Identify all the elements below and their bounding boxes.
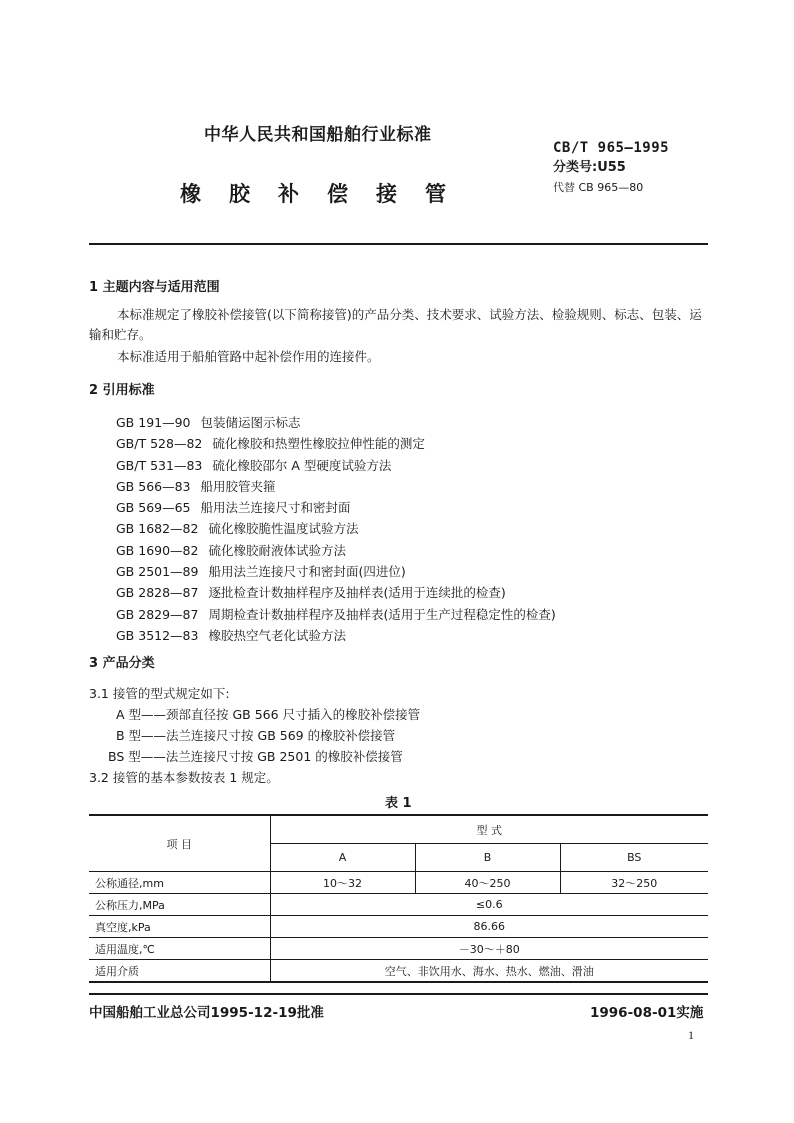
implementation-date: 1996-08-01实施 (590, 1005, 704, 1021)
section-3-heading: 3 产品分类 (89, 656, 155, 671)
reference-item (116, 433, 556, 454)
table-row (89, 960, 708, 983)
reference-item (116, 455, 556, 476)
type-b-definition: B 型——法兰连接尺寸按 GB 569 的橡胶补偿接管 (116, 728, 396, 743)
reference-code: GB 2828—87 (116, 585, 199, 601)
section-1-heading: 1 主题内容与适用范围 (89, 280, 220, 295)
table-cell: 32～250 (560, 872, 708, 894)
reference-title: 船用胶管夹箍 (200, 478, 276, 494)
table-cell: 空气、非饮用水、海水、热水、燃油、滑油 (270, 960, 708, 983)
reference-title: 逐批检查计数抽样程序及抽样表(适用于连续批的检查) (208, 585, 506, 601)
reference-item (116, 625, 556, 646)
reference-code: GB/T 531—83 (116, 457, 203, 473)
issuing-organization: 中华人民共和国船舶行业标准 (204, 125, 432, 145)
reference-title: 包装储运图示标志 (200, 415, 301, 430)
row-label: 真空度,kPa (89, 916, 270, 938)
table-cell: 10～32 (270, 872, 415, 894)
standard-code: CB/T 965—1995 (553, 140, 670, 156)
table-cell: ≤0.6 (270, 894, 708, 916)
reference-title: 船用法兰连接尺寸和密封面 (200, 500, 351, 516)
table-row (89, 894, 708, 916)
reference-title: 硫化橡胶脆性温度试验方法 (208, 521, 359, 537)
reference-title: 硫化橡胶和热塑性橡胶拉伸性能的测定 (212, 436, 425, 452)
approval-text: 中国船舶工业总公司1995-12-19批准 (89, 1005, 324, 1021)
reference-code: GB 2829—87 (116, 606, 199, 622)
row-label: 公称通径,mm (89, 872, 270, 894)
type-a-definition: A 型——颈部直径按 GB 566 尺寸插入的橡胶补偿接管 (116, 707, 421, 722)
table-caption: 表 1 (385, 796, 412, 811)
section-2-heading: 2 引用标准 (89, 383, 155, 398)
reference-code: GB 1690—82 (116, 542, 199, 558)
section-1-paragraph-2: 本标准适用于船舶管路中起补偿作用的连接件。 (117, 349, 380, 364)
reference-item (116, 412, 556, 433)
type-header: 型 式 (270, 815, 708, 844)
row-label: 公称压力,MPa (89, 894, 270, 916)
reference-item (116, 497, 556, 518)
reference-code: GB 3512—83 (116, 627, 199, 643)
table-header-row (89, 815, 708, 844)
footer-rule (89, 993, 708, 995)
type-a-header: A (270, 844, 415, 872)
table-row (89, 938, 708, 960)
classification-number: 分类号:U55 (553, 160, 626, 175)
header-rule (89, 243, 708, 245)
page-number: 1 (688, 1028, 694, 1042)
standard-meta (553, 138, 669, 198)
reference-title: 硫化橡胶耐液体试验方法 (208, 542, 346, 558)
type-bs-definition: BS 型——法兰连接尺寸按 GB 2501 的橡胶补偿接管 (108, 749, 403, 764)
clause-3-1: 3.1 接管的型式规定如下: (89, 686, 230, 701)
document-title: 橡胶补偿接管 (180, 182, 474, 206)
reference-item (116, 582, 556, 603)
reference-title: 硫化橡胶邵尔 A 型硬度试验方法 (212, 457, 392, 473)
reference-code: GB 569—65 (116, 500, 191, 516)
reference-item (116, 518, 556, 539)
reference-list (116, 412, 556, 646)
reference-code: GB 191—90 (116, 415, 191, 430)
reference-code: GB 566—83 (116, 478, 191, 494)
row-label: 适用温度,℃ (89, 938, 270, 960)
parameter-table (89, 814, 708, 983)
reference-item (116, 476, 556, 497)
reference-title: 周期检查计数抽样程序及抽样表(适用于生产过程稳定性的检查) (208, 606, 556, 622)
table-row (89, 916, 708, 938)
reference-item (116, 540, 556, 561)
section-1-paragraph-1: 本标准规定了橡胶补偿接管(以下简称接管)的产品分类、技术要求、试验方法、检验规则、标志、包装、运输和贮存。 (89, 307, 702, 342)
reference-item (116, 604, 556, 625)
table-cell: 40～250 (415, 872, 560, 894)
table-cell: －30～＋80 (270, 938, 708, 960)
reference-code: GB/T 528—82 (116, 436, 203, 452)
reference-item (116, 561, 556, 582)
reference-code: GB 1682—82 (116, 521, 199, 537)
item-header: 项 目 (89, 815, 270, 872)
table-row (89, 872, 708, 894)
type-b-header: B (415, 844, 560, 872)
type-bs-header: BS (560, 844, 708, 872)
table-cell: 86.66 (270, 916, 708, 938)
row-label: 适用介质 (89, 960, 270, 983)
reference-title: 船用法兰连接尺寸和密封面(四进位) (208, 564, 406, 580)
clause-3-2: 3.2 接管的基本参数按表 1 规定。 (89, 770, 279, 785)
reference-code: GB 2501—89 (116, 564, 199, 580)
reference-title: 橡胶热空气老化试验方法 (208, 627, 346, 643)
replaces-standard: 代替 CB 965—80 (553, 181, 644, 194)
